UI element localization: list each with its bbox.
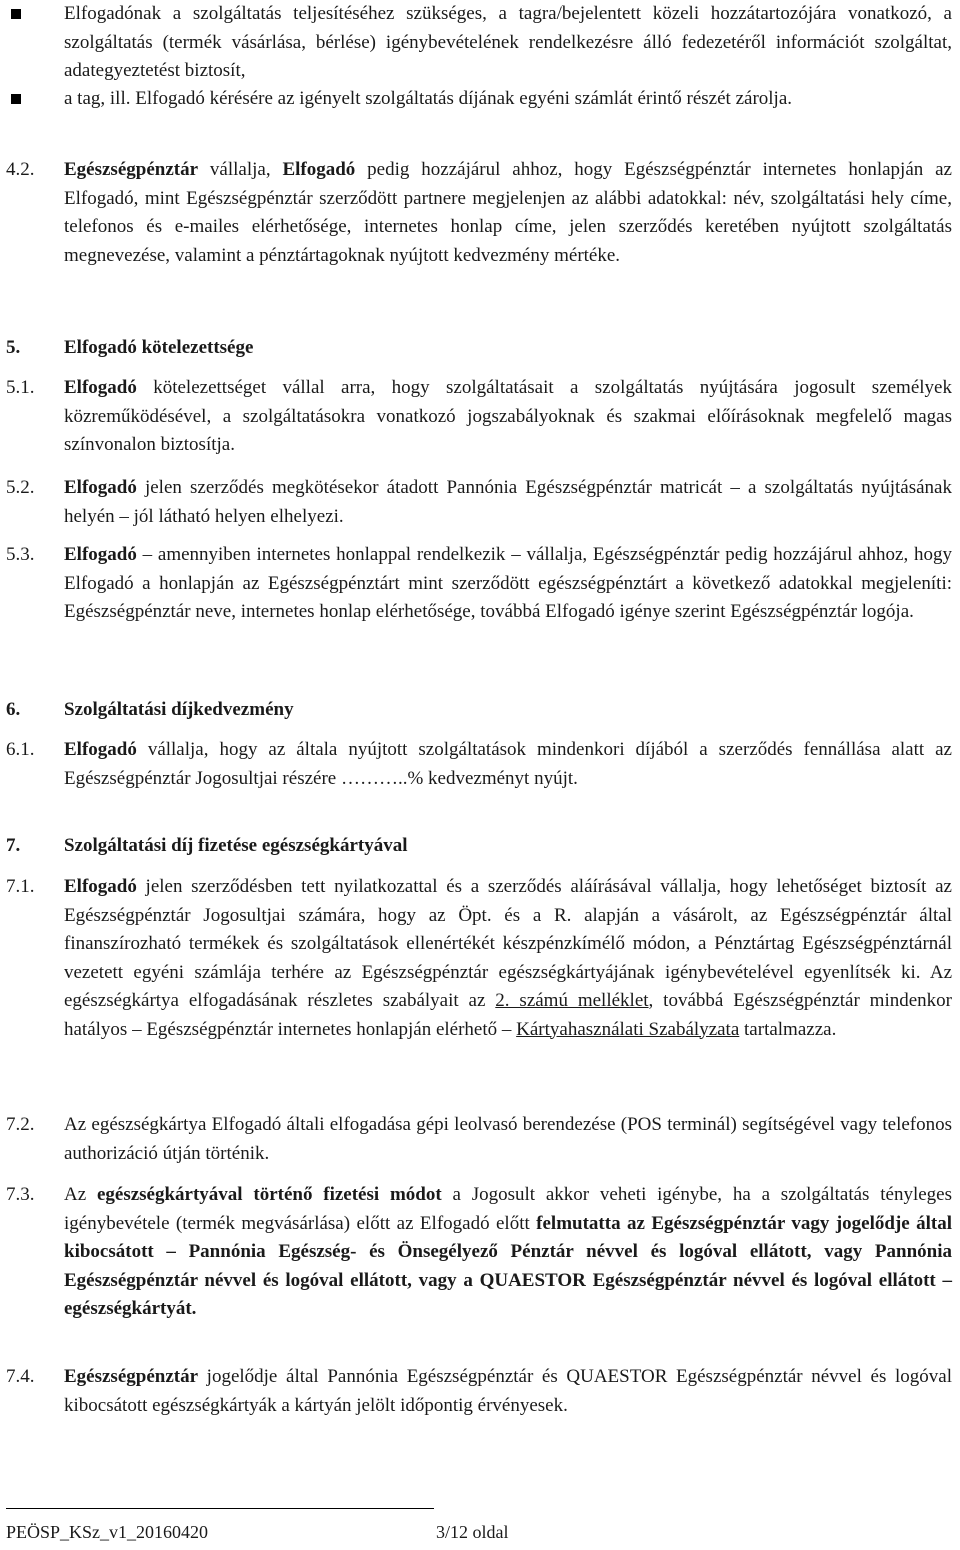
paragraph-number: 4.2. [6,159,35,180]
bold-text: Elfogadó [64,377,137,398]
bold-text: Elfogadó [64,876,137,897]
paragraph-body [64,1363,952,1420]
paragraph-number: 5.2. [6,477,35,498]
text-run: vállalja, hogy az általa nyújtott szolgáltatások mindenkori díjából a szerződés fennállása alatt az Egészségpénztár Jogosultjai részére ………..% kedvezményt nyújt. [64,739,952,789]
bold-text: Elfogadó [64,739,137,760]
heading-title: Szolgáltatási díjkedvezmény [64,699,294,720]
paragraph-number: 5.3. [6,544,35,565]
bold-text: egészségkártyával történő fizetési módot [96,1184,442,1205]
paragraph-number: 7.3. [6,1184,35,1205]
bold-text: Elfogadó [282,159,356,180]
paragraph-number: 6.1. [6,739,35,760]
heading-title: Elfogadó kötelezettsége [64,337,254,358]
text-run: tartalmazza. [739,1018,837,1040]
text-run: , továbbá Egészségpénztár mindenkor hatályos – Egészségpénztár internetes honlapján elérhető – [64,990,952,1040]
paragraph-body [64,873,952,1044]
footer-rule [6,1508,434,1509]
bold-text: Egészségpénztár [64,1366,199,1387]
bold-text: Elfogadó [64,477,137,498]
text-run: kötelezettséget vállal arra, hogy szolgáltatásait a szolgáltatás nyújtására jogosult személyek közreműködésével, a szolgáltatásokra vonatkozó jogszabályoknak és szakmai előírásoknak megfelelő magas színvonalon biztosítja. [64,377,952,455]
text-run: jelen szerződés megkötésekor átadott Pannónia Egészségpénztár matricát – a szolgáltatás nyújtásának helyén – jól látható helyen elhelyezi. [64,477,952,527]
annex-2-reference: 2. számú melléklet [495,990,649,1011]
footer-page-number: 3/12 oldal [436,1522,509,1542]
paragraph-body [64,736,952,793]
text-run: jelen szerződésben tett nyilatkozattal és a szerződés aláírásával vállalja, hogy lehetőséget biztosít az Egészségpénztár Jogosultjai számára, hogy az Öpt. és a R. alapján a vásárolt, az Egészségpénztár által finanszírozható termékek és szolgáltatások ellenértékét készpénzkímélő módon, a Pénztártag Egészségpénztárnál vezetett egyéni számlája terhére az Egészségpénztár egészségkártyájának igénybevételével egyenlítsék ki. Az egészségkártya elfogadásának részletes szabályait az [64,876,952,1011]
bold-text: Elfogadó [64,544,137,565]
heading-title: Szolgáltatási díj fizetése egészségkártyával [64,835,408,856]
bold-text: Egészségpénztár [64,159,199,180]
paragraph-number: 5.1. [6,377,35,398]
heading-number: 7. [6,835,21,856]
paragraph-body [64,1181,952,1324]
bold-text: felmutatta az Egészségpénztár vagy jogelődje által kibocsátott – Pannónia Egészség- és Önsegélyező Pénztár névvel és logóval ellátott, vagy Pannónia Egészségpénztár névvel és logóval ellátott, vagy a QUAESTOR Egészségpénztár névvel és logóval ellátott – egészségkártyát. [64,1212,952,1319]
square-bullet-icon [11,94,21,104]
paragraph-number: 7.1. [6,876,35,897]
paragraph-body [64,374,952,460]
paragraph-number: 7.4. [6,1366,35,1387]
text-run: Az [64,1184,97,1205]
heading-number: 5. [6,337,21,358]
bullet-text: Elfogadónak a szolgáltatás teljesítéséhez szükséges, a tagra/bejelentett közeli hozzátartozójára vonatkozó, a szolgáltatás (termék vásárlása, bérlése) igénybevételének rendelkezésre álló fedezetéről információt szolgáltat, adategyeztetést biztosít, [64,3,952,81]
paragraph-number: 7.2. [6,1114,35,1135]
text-run: a Jogosult akkor veheti igénybe, ha a szolgáltatás tényleges igénybevétele (termék megvásárlása) előtt az Elfogadó előtt [64,1184,952,1234]
square-bullet-icon [11,9,21,19]
paragraph-body: Az egészségkártya Elfogadó általi elfogadása gépi leolvasó berendezése (POS terminál) segítségével vagy telefonos authorizáció útján történik. [64,1114,952,1164]
card-usage-rules-reference: Kártyahasználati Szabályzata [516,1018,740,1040]
text-run: pedig hozzájárul ahhoz, hogy Egészségpénztár internetes honlapján az Elfogadó, mint Egészségpénztár szerződött partnere megjelenjen az alábbi adatokkal: név, szolgáltatási hely címe, telefonos és e-mailes elérhetősége, internetes honlap címe, jelen szerződés keretében nyújtott szolgáltatás megnevezése, valamint a pénztártagoknak nyújtott kedvezmény mértéke. [64,159,952,266]
paragraph-body [64,156,952,270]
footer-doc-id: PEÖSP_KSz_v1_20160420 [6,1522,209,1542]
heading-number: 6. [6,699,21,720]
text-run: jogelődje által Pannónia Egészségpénztár és QUAESTOR Egészségpénztár névvel és logóval kibocsátott egészségkártyák a kártyán jelölt időpontig érvényesek. [64,1366,952,1416]
paragraph-body [64,474,952,531]
text-run: – amennyiben internetes honlappal rendelkezik – vállalja, Egészségpénztár pedig hozzájárul ahhoz, hogy Elfogadó a honlapján az Egészségpénztárt mint szerződött egészségpénztárt a következő adatokkal megjeleníti: Egészségpénztár neve, internetes honlap elérhetősége, továbbá Elfogadó igénye szerint Egészségpénztár logója. [64,544,952,622]
bullet-text: a tag, ill. Elfogadó kérésére az igényelt szolgáltatás díjának egyéni számlát érintő részét zárolja. [64,88,793,109]
paragraph-body [64,541,952,627]
text-run: vállalja, [198,159,283,180]
